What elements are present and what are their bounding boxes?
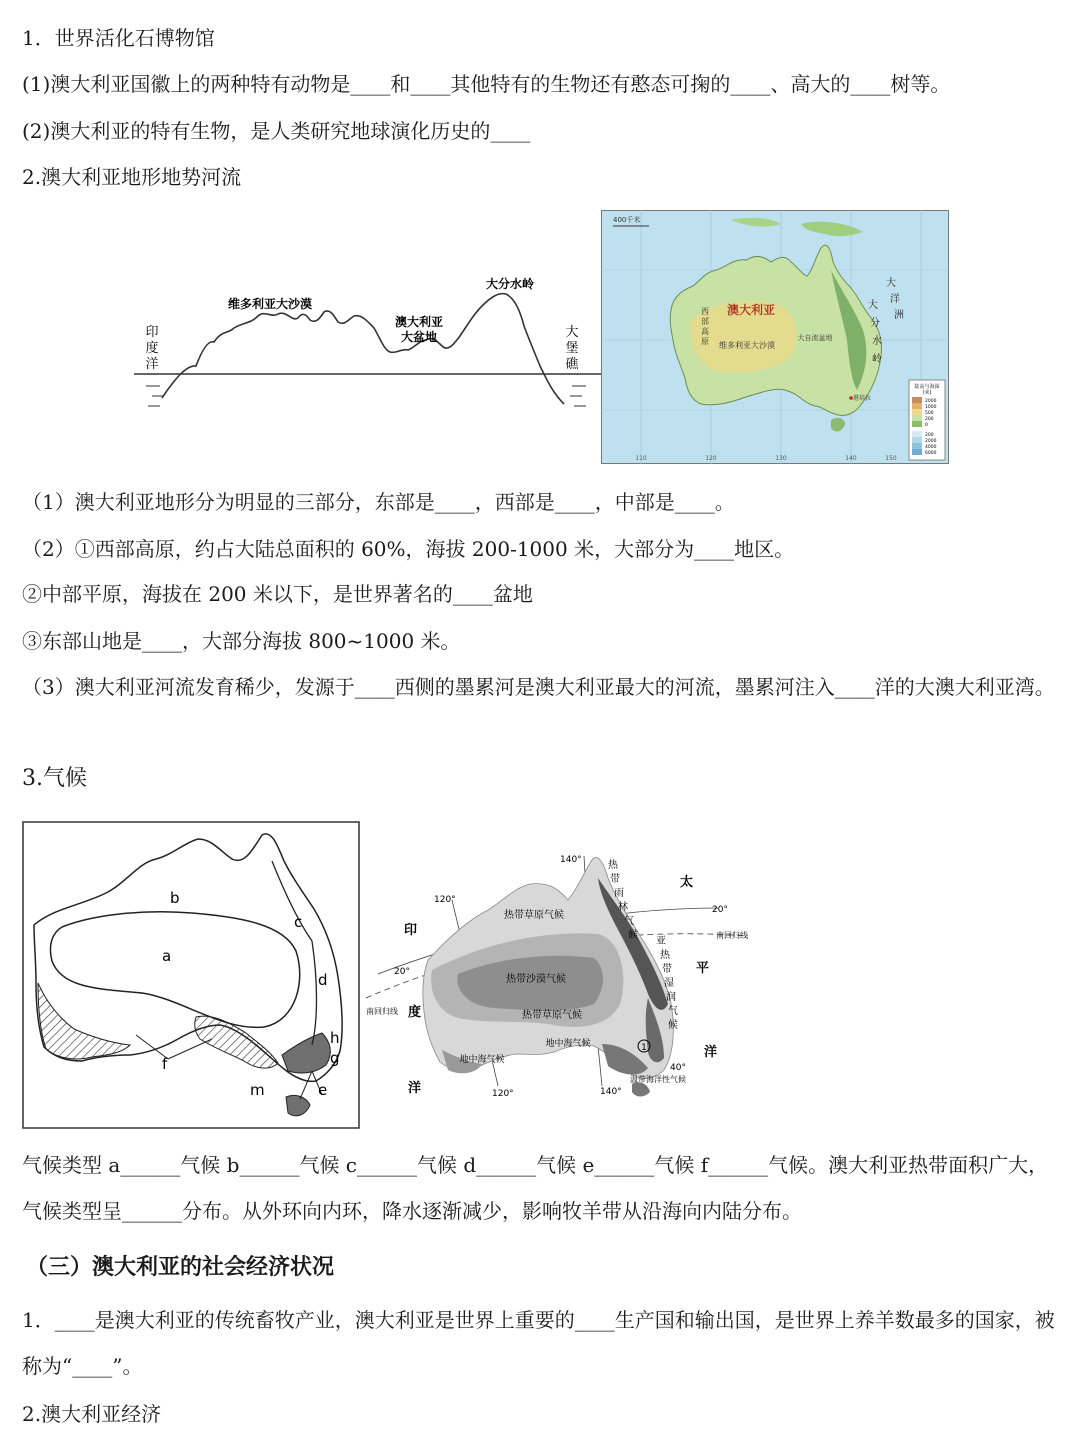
map-label-west-2: 部 xyxy=(701,317,709,326)
map-label-range-2: 分 xyxy=(870,318,880,329)
lat-20-right: 20° xyxy=(712,905,728,915)
lon-140-top: 140° xyxy=(560,855,582,865)
profile-label-indian-3: 洋 xyxy=(145,357,159,372)
lon-120-bottom: 120° xyxy=(492,1089,514,1098)
question-2-1: （1）澳大利亚地形分为明显的三部分，东部是____，西部是____，中部是____。 xyxy=(22,490,735,514)
legend-value-1: 2000 xyxy=(925,399,937,404)
zone-savanna-south: 热带草原气候 xyxy=(522,1010,582,1021)
map-label-range-1: 大 xyxy=(868,300,878,311)
zone-mediterranean-east: 地中海气候 xyxy=(545,1039,591,1049)
lon-tick-140: 140 xyxy=(845,455,857,462)
humid-4: 湿 xyxy=(664,978,674,989)
profile-label-basin-1: 澳大利亚 xyxy=(394,315,444,329)
zone-marker: 1 xyxy=(641,1043,647,1053)
question-2-4: ③东部山地是____，大部分海拔 800~1000 米。 xyxy=(22,629,461,653)
tropic-label-left: 南回归线 xyxy=(366,1007,398,1016)
rainforest-4: 林 xyxy=(618,902,628,913)
lat-20-left: 20° xyxy=(394,967,410,977)
ocean-pacific-1: 太 xyxy=(680,875,694,890)
legend-value-2: 1000 xyxy=(925,405,937,410)
climate-letter-e: e xyxy=(318,1081,328,1099)
map-label-desert: 维多利亚大沙漠 xyxy=(719,341,775,350)
profile-label-basin-2: 大盆地 xyxy=(400,330,438,344)
legend-value-5: 0 xyxy=(925,423,928,428)
section-4-title: （三）澳大利亚的社会经济状况 xyxy=(26,1254,335,1280)
profile-label-reef-3: 礁 xyxy=(565,357,579,372)
question-4-1: 1．____是澳大利亚的传统畜牧产业，澳大利亚是世界上重要的____生产国和输出国，是世界上养羊数最多的国家，被称为“____”。 xyxy=(22,1308,1055,1378)
question-1-2: (2)澳大利亚的特有生物，是人类研究地球演化历史的____ xyxy=(22,119,531,143)
zone-savanna-north: 热带草原气候 xyxy=(504,910,564,921)
humid-7: 候 xyxy=(668,1020,678,1031)
profile-label-range: 大分水岭 xyxy=(485,277,535,291)
lon-tick-150: 150 xyxy=(885,455,897,462)
lon-tick-120: 120 xyxy=(705,455,717,462)
profile-label-indian-1: 印 xyxy=(145,325,159,340)
question-2-5: （3）澳大利亚河流发育稀少，发源于____西侧的墨累河是澳大利亚最大的河流，墨累河注入____洋的大澳大利亚湾。 xyxy=(22,675,1055,699)
ocean-pacific-3: 洋 xyxy=(704,1045,718,1060)
map-label-range-4: 岭 xyxy=(872,354,882,365)
climate-letter-d: d xyxy=(318,971,328,989)
map-label-coast-2: 洋 xyxy=(890,294,900,305)
legend-value-4: 200 xyxy=(925,417,934,422)
humid-5: 润 xyxy=(666,992,676,1003)
ocean-indian-3: 洋 xyxy=(408,1081,422,1096)
humid-1: 亚 xyxy=(656,936,666,947)
climate-zone-line-map xyxy=(22,821,360,1129)
section-1-title: 1．世界活化石博物馆 xyxy=(22,26,215,50)
question-3-1: 气候类型 a______气候 b______气候 c______气候 d______气候 e______气候 f______气候。澳大利亚热带面积广大，气候类型呈______分布。从外环向内环，降水逐渐减少，影响牧羊带从沿海向内陆分布。 xyxy=(22,1153,1049,1223)
climate-zone-shaded-map xyxy=(358,848,750,1098)
profile-label-reef-1: 大 xyxy=(565,325,579,340)
section-3-title: 3.气候 xyxy=(22,766,87,791)
climate-letter-c: c xyxy=(294,913,303,931)
rainforest-5: 气 xyxy=(624,916,634,927)
climate-letter-f: f xyxy=(162,1055,168,1073)
map-label-west-4: 原 xyxy=(701,337,709,346)
rainforest-2: 带 xyxy=(610,874,620,885)
legend-value-7: 2000 xyxy=(925,439,937,444)
humid-2: 热 xyxy=(660,950,670,961)
lon-140-bottom: 140° xyxy=(600,1087,622,1097)
legend-value-9: 6000 xyxy=(925,451,937,456)
zone-marine: 温带海洋性气候 xyxy=(630,1075,686,1084)
profile-label-reef-2: 堡 xyxy=(565,341,579,356)
zone-desert: 热带沙漠气候 xyxy=(506,974,566,985)
tropic-label-right: 南回归线 xyxy=(716,931,748,940)
ocean-pacific-2: 平 xyxy=(696,961,710,976)
legend-unit: (米) xyxy=(922,390,932,396)
map-label-country: 澳大利亚 xyxy=(726,303,776,317)
rainforest-3: 雨 xyxy=(614,888,624,899)
map-label-west-3: 高 xyxy=(701,327,709,336)
profile-label-indian-2: 度 xyxy=(145,341,159,356)
lon-tick-130: 130 xyxy=(775,455,787,462)
map-label-basin: 大自流盆地 xyxy=(797,334,833,342)
legend-title: 陆高与海深 xyxy=(914,384,940,390)
map-label-coast-3: 洲 xyxy=(894,310,904,321)
question-2-3: ②中部平原，海拔在 200 米以下，是世界著名的____盆地 xyxy=(22,582,533,606)
lon-tick-110: 110 xyxy=(635,455,647,462)
legend-value-3: 500 xyxy=(925,411,934,416)
map-label-range-3: 水 xyxy=(872,336,882,347)
question-4-2: 2.澳大利亚经济 xyxy=(22,1402,162,1426)
question-1-1: (1)澳大利亚国徽上的两种特有动物是____和____其他特有的生物还有憨态可掬的____、高大的____树等。 xyxy=(22,72,951,96)
ocean-indian-1: 印 xyxy=(404,923,418,938)
map-scale: 400千米 xyxy=(613,216,641,224)
humid-3: 带 xyxy=(662,964,672,975)
climate-letter-m: m xyxy=(250,1081,265,1099)
lat-40: 40° xyxy=(670,1063,686,1073)
australia-topographic-map xyxy=(601,210,949,464)
legend-value-8: 4000 xyxy=(925,445,937,450)
humid-6: 气 xyxy=(668,1006,678,1017)
rainforest-6: 候 xyxy=(628,930,638,941)
question-2-2: （2）①西部高原，约占大陆总面积的 60%，海拔 200-1000 米，大部分为____地区。 xyxy=(22,537,795,561)
map-label-west-1: 西 xyxy=(701,307,709,316)
ocean-indian-2: 度 xyxy=(408,1005,422,1020)
map-label-coast-1: 大 xyxy=(886,278,896,289)
legend-value-6: 200 xyxy=(925,433,934,438)
map-label-canberra: 堪培拉 xyxy=(853,395,872,402)
rainforest-1: 热 xyxy=(608,860,618,871)
climate-letter-h: h xyxy=(330,1029,340,1047)
lon-120-top: 120° xyxy=(434,895,456,905)
section-2-title: 2.澳大利亚地形地势河流 xyxy=(22,165,242,189)
profile-label-desert: 维多利亚大沙漠 xyxy=(227,297,313,311)
terrain-profile xyxy=(134,270,602,430)
zone-mediterranean-west: 地中海气候 xyxy=(459,1055,505,1065)
elevation-legend xyxy=(909,380,945,460)
climate-letter-g: g xyxy=(330,1049,340,1067)
climate-letter-b: b xyxy=(170,889,180,907)
climate-letter-a: a xyxy=(162,947,172,965)
